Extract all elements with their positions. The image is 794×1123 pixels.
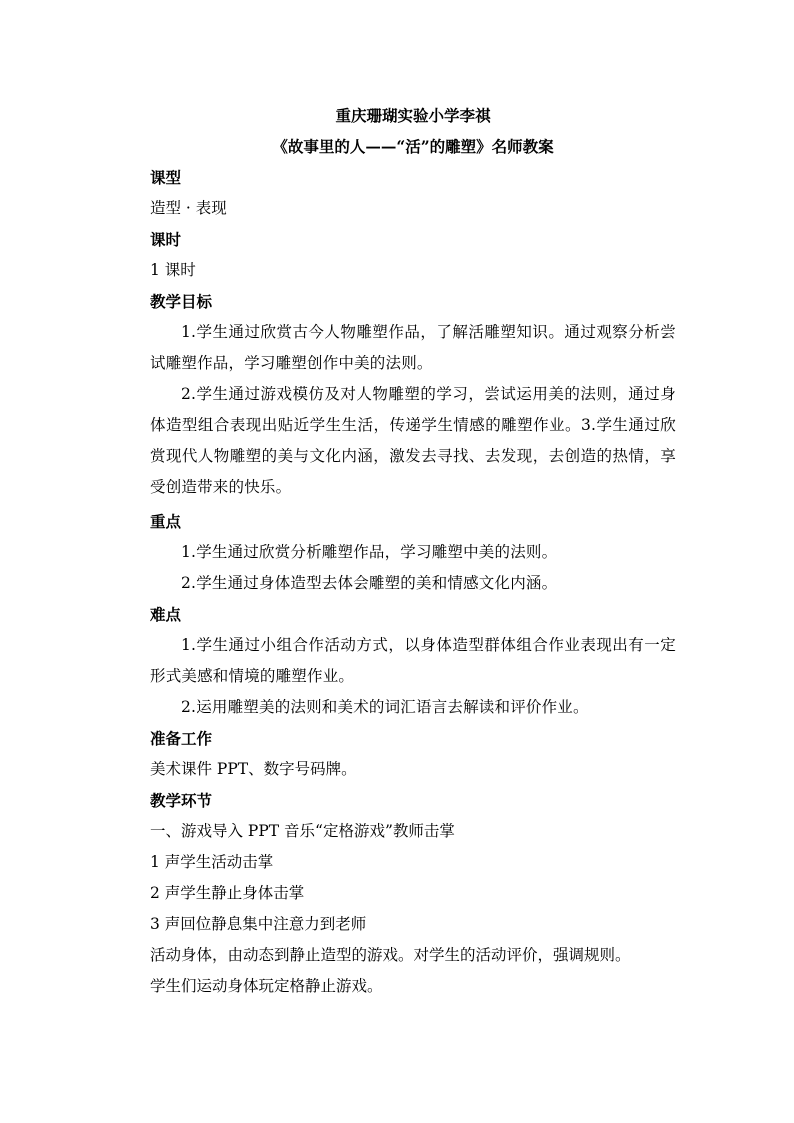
process-line: 1 声学生活动击掌 — [150, 853, 274, 871]
teaching-goal-paragraph: 2.学生通过游戏模仿及对人物雕塑的学习，尝试运用美的法则，通过身体造型组合表现出贴近学生生活，传递学生情感的雕塑作业。3.学生通过欣赏现代人物雕塑的美与文化内涵，激发去寻找、去发现，去创造的热情，享受创造带来的快乐。 — [150, 385, 676, 496]
difficulties-heading: 难点 — [150, 605, 182, 624]
process-line: 学生们运动身体玩定格静止游戏。 — [150, 977, 383, 995]
class-hours-heading: 课时 — [150, 230, 182, 249]
process-line: 2 声学生静止身体击掌 — [150, 884, 305, 902]
teaching-process-heading: 教学环节 — [150, 791, 213, 810]
document-body — [150, 100, 676, 1002]
key-point-item: 1.学生通过欣赏分析雕塑作品，学习雕塑中美的法则。 — [181, 543, 558, 561]
class-hours-value: 1 课时 — [150, 261, 196, 279]
process-line: 活动身体，由动态到静止造型的游戏。对学生的活动评价，强调规则。 — [150, 946, 631, 964]
difficulty-item: 1.学生通过小组合作活动方式，以身体造型群体组合作业表现出有一定形式美感和情境的雕塑作业。 — [150, 636, 676, 685]
preparation-value: 美术课件 PPT、数字号码牌。 — [150, 760, 357, 778]
process-line: 一、游戏导入 PPT 音乐“定格游戏”教师击掌 — [150, 822, 455, 840]
school-teacher-title: 重庆珊瑚实验小学李祺 — [335, 106, 491, 125]
difficulty-item: 2.运用雕塑美的法则和美术的词汇语言去解读和评价作业。 — [181, 698, 589, 716]
lesson-type-heading: 课型 — [150, 168, 182, 187]
process-line: 3 声回位静息集中注意力到老师 — [150, 915, 367, 933]
preparation-heading: 准备工作 — [150, 729, 213, 748]
lesson-type-value: 造型 · 表现 — [150, 199, 227, 217]
teaching-goal-paragraph: 1.学生通过欣赏古今人物雕塑作品，了解活雕塑知识。通过观察分析尝试雕塑作品，学习雕塑创作中美的法则。 — [150, 323, 676, 372]
key-points-heading: 重点 — [150, 512, 182, 531]
teaching-goals-heading: 教学目标 — [150, 292, 213, 311]
lesson-plan-title: 《故事里的人——“活”的雕塑》名师教案 — [272, 137, 554, 156]
key-point-item: 2.学生通过身体造型去体会雕塑的美和情感文化内涵。 — [181, 574, 558, 592]
